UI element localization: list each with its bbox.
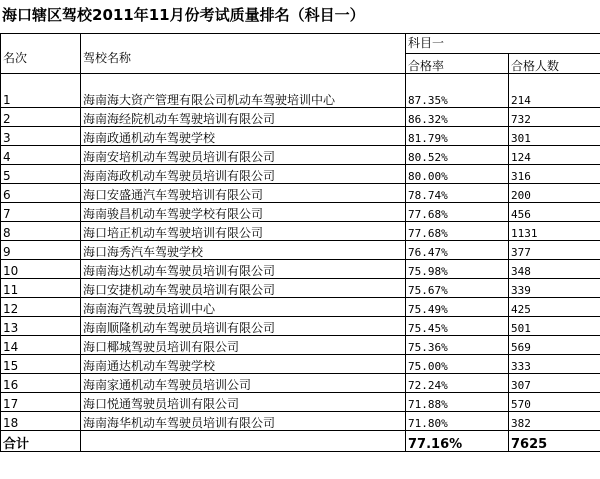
rank-cell: 5 bbox=[1, 165, 81, 184]
table-row bbox=[1, 298, 600, 317]
pass-rate-cell: 77.68% bbox=[406, 222, 509, 241]
school-name-cell: 海南海经院机动车驾驶培训有限公司 bbox=[81, 108, 406, 127]
pass-rate-cell: 76.47% bbox=[406, 241, 509, 260]
pass-rate-cell: 75.67% bbox=[406, 279, 509, 298]
table-row bbox=[1, 317, 600, 336]
table-row bbox=[1, 184, 600, 203]
school-name-cell: 海口培正机动车驾驶培训有限公司 bbox=[81, 222, 406, 241]
rank-cell: 11 bbox=[1, 279, 81, 298]
school-name-cell: 海南顺隆机动车驾驶员培训有限公司 bbox=[81, 317, 406, 336]
page-title: 海口辖区驾校2011年11月份考试质量排名（科目一） bbox=[2, 6, 365, 24]
table-row bbox=[1, 108, 600, 127]
total-row bbox=[1, 431, 600, 452]
pass-rate-cell: 75.45% bbox=[406, 317, 509, 336]
school-name-cell: 海南骏昌机动车驾驶学校有限公司 bbox=[81, 203, 406, 222]
school-name-cell: 海南通达机动车驾驶学校 bbox=[81, 355, 406, 374]
pass-rate-cell: 78.74% bbox=[406, 184, 509, 203]
table-row bbox=[1, 203, 600, 222]
table-row bbox=[1, 260, 600, 279]
school-name-cell: 海南政通机动车驾驶学校 bbox=[81, 127, 406, 146]
pass-rate-cell: 86.32% bbox=[406, 108, 509, 127]
table-row bbox=[1, 336, 600, 355]
pass-count-cell: 570 bbox=[509, 393, 600, 412]
rank-cell: 8 bbox=[1, 222, 81, 241]
pass-count-cell: 307 bbox=[509, 374, 600, 393]
ranking-table-body bbox=[1, 34, 600, 452]
pass-rate-cell: 71.80% bbox=[406, 412, 509, 431]
pass-count-cell: 456 bbox=[509, 203, 600, 222]
rank-cell: 4 bbox=[1, 146, 81, 165]
school-name-cell: 海南海大资产管理有限公司机动车驾驶培训中心 bbox=[81, 74, 406, 108]
rank-cell: 3 bbox=[1, 127, 81, 146]
pass-count-cell: 569 bbox=[509, 336, 600, 355]
pass-rate-cell: 72.24% bbox=[406, 374, 509, 393]
pass-count-cell: 316 bbox=[509, 165, 600, 184]
pass-rate-cell: 80.00% bbox=[406, 165, 509, 184]
school-name-cell: 海口椰城驾驶员培训有限公司 bbox=[81, 336, 406, 355]
pass-rate-cell: 75.49% bbox=[406, 298, 509, 317]
school-name-cell: 海口安捷机动车驾驶员培训有限公司 bbox=[81, 279, 406, 298]
header-pass-rate: 合格率 bbox=[406, 54, 509, 74]
school-name-cell: 海南海汽驾驶员培训中心 bbox=[81, 298, 406, 317]
rank-cell: 15 bbox=[1, 355, 81, 374]
total-pass-rate: 77.16% bbox=[406, 431, 509, 452]
pass-count-cell: 200 bbox=[509, 184, 600, 203]
rank-cell: 12 bbox=[1, 298, 81, 317]
table-row bbox=[1, 393, 600, 412]
pass-count-cell: 377 bbox=[509, 241, 600, 260]
table-row bbox=[1, 165, 600, 184]
rank-cell: 9 bbox=[1, 241, 81, 260]
pass-rate-cell: 80.52% bbox=[406, 146, 509, 165]
pass-count-cell: 1131 bbox=[509, 222, 600, 241]
total-pass-count: 7625 bbox=[509, 431, 600, 452]
pass-rate-cell: 71.88% bbox=[406, 393, 509, 412]
school-name-cell: 海南家通机动车驾驶员培训公司 bbox=[81, 374, 406, 393]
table-row bbox=[1, 127, 600, 146]
header-row-1 bbox=[1, 34, 600, 54]
pass-count-cell: 425 bbox=[509, 298, 600, 317]
school-name-cell: 海口悦通驾驶员培训有限公司 bbox=[81, 393, 406, 412]
rank-cell: 2 bbox=[1, 108, 81, 127]
table-row bbox=[1, 374, 600, 393]
rank-cell: 14 bbox=[1, 336, 81, 355]
pass-count-cell: 348 bbox=[509, 260, 600, 279]
school-name-cell: 海口安盛通汽车驾驶培训有限公司 bbox=[81, 184, 406, 203]
header-pass-count: 合格人数 bbox=[509, 54, 600, 74]
pass-rate-cell: 87.35% bbox=[406, 74, 509, 108]
school-name-cell: 海口海秀汽车驾驶学校 bbox=[81, 241, 406, 260]
total-empty-cell bbox=[81, 431, 406, 452]
table-row bbox=[1, 146, 600, 165]
rank-cell: 7 bbox=[1, 203, 81, 222]
pass-count-cell: 732 bbox=[509, 108, 600, 127]
pass-rate-cell: 77.68% bbox=[406, 203, 509, 222]
rank-cell: 18 bbox=[1, 412, 81, 431]
school-name-cell: 海南安培机动车驾驶员培训有限公司 bbox=[81, 146, 406, 165]
pass-count-cell: 501 bbox=[509, 317, 600, 336]
rank-cell: 16 bbox=[1, 374, 81, 393]
school-name-cell: 海南海华机动车驾驶员培训有限公司 bbox=[81, 412, 406, 431]
pass-count-cell: 339 bbox=[509, 279, 600, 298]
pass-rate-cell: 81.79% bbox=[406, 127, 509, 146]
header-subject: 科目一 bbox=[406, 34, 600, 54]
pass-count-cell: 333 bbox=[509, 355, 600, 374]
pass-rate-cell: 75.36% bbox=[406, 336, 509, 355]
rank-cell: 13 bbox=[1, 317, 81, 336]
table-row bbox=[1, 74, 600, 108]
school-name-cell: 海南海政机动车驾驶员培训有限公司 bbox=[81, 165, 406, 184]
pass-rate-cell: 75.98% bbox=[406, 260, 509, 279]
pass-count-cell: 382 bbox=[509, 412, 600, 431]
pass-count-cell: 214 bbox=[509, 74, 600, 108]
header-school: 驾校名称 bbox=[81, 34, 406, 74]
table-row bbox=[1, 222, 600, 241]
table-row bbox=[1, 412, 600, 431]
rank-cell: 17 bbox=[1, 393, 81, 412]
school-name-cell: 海南海达机动车驾驶员培训有限公司 bbox=[81, 260, 406, 279]
ranking-table bbox=[0, 33, 600, 452]
table-row bbox=[1, 355, 600, 374]
pass-rate-cell: 75.00% bbox=[406, 355, 509, 374]
rank-cell: 1 bbox=[1, 74, 81, 108]
table-row bbox=[1, 279, 600, 298]
total-label: 合计 bbox=[1, 431, 81, 452]
pass-count-cell: 124 bbox=[509, 146, 600, 165]
pass-count-cell: 301 bbox=[509, 127, 600, 146]
rank-cell: 10 bbox=[1, 260, 81, 279]
rank-cell: 6 bbox=[1, 184, 81, 203]
table-row bbox=[1, 241, 600, 260]
header-rank: 名次 bbox=[1, 34, 81, 74]
